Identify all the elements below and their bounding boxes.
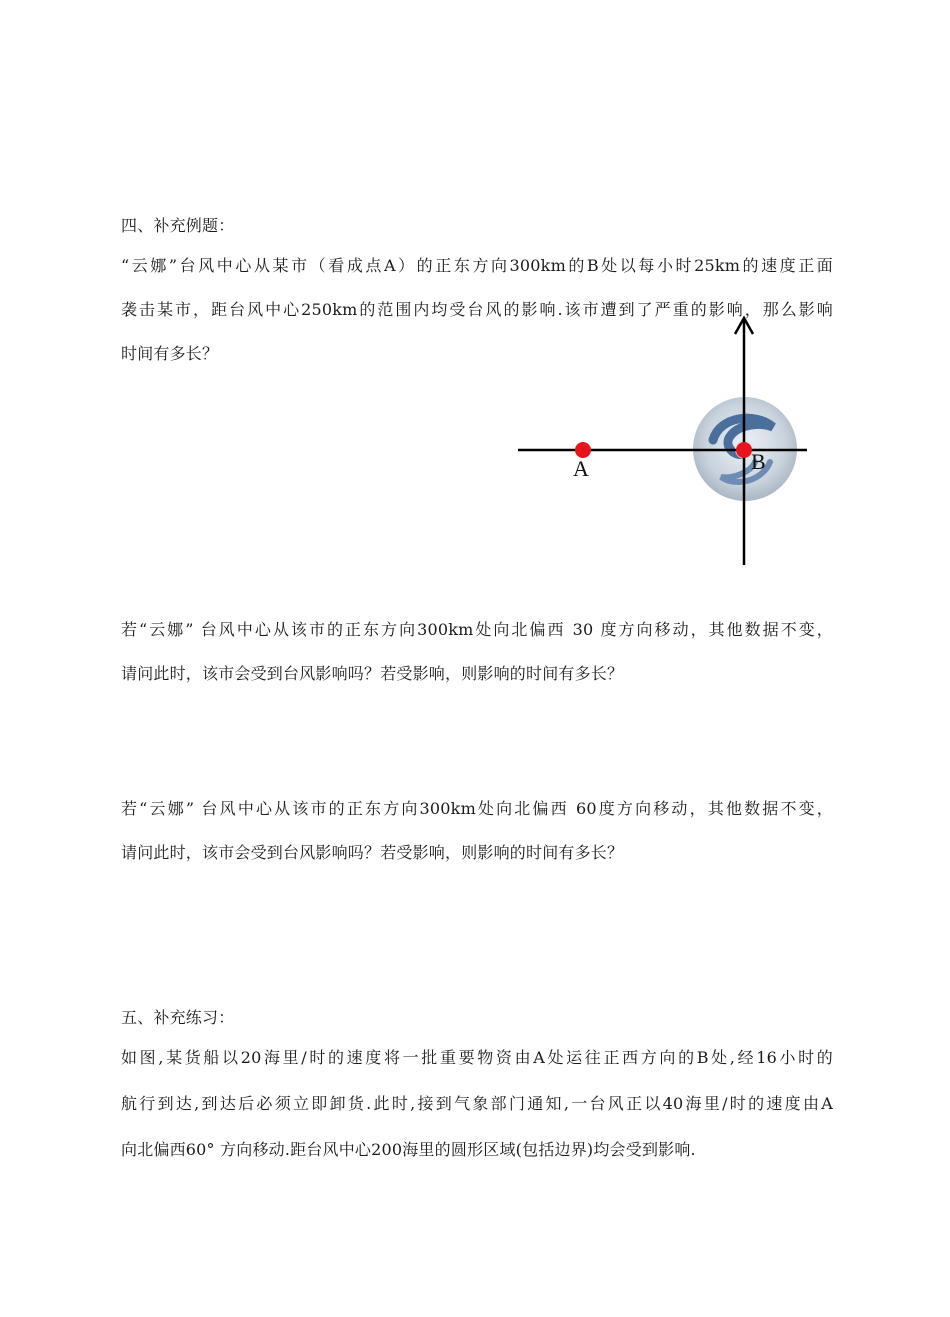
variant2-line-2: 请问此时，该市会受到台风影响吗？若受影响，则影响的时间有多长？ bbox=[121, 843, 624, 862]
problem-line-1: “云娜”台风中心从某市（看成点A）的正东方向300km的B处以每小时25km的速度正面 bbox=[121, 256, 833, 275]
section5-heading: 五、补充练习： bbox=[121, 1008, 235, 1027]
variant2-line-1: 若“云娜” 台风中心从该市的正东方向300km处向北偏西 60度方向移动，其他数据不变， bbox=[121, 799, 833, 818]
label-a: A bbox=[573, 456, 589, 481]
label-b: B bbox=[751, 449, 766, 474]
variant1-line-1: 若“云娜” 台风中心从该市的正东方向300km处向北偏西 30 度方向移动，其他数据不变， bbox=[121, 620, 833, 639]
exercise-line-1: 如图,某货船以20海里/时的速度将一批重要物资由A处运往正西方向的B处,经16小时的 bbox=[121, 1048, 833, 1067]
exercise-line-2: 航行到达,到达后必须立即卸货.此时,接到气象部门通知,一台风正以40海里/时的速度由A bbox=[121, 1094, 833, 1113]
section4-heading: 四、补充例题： bbox=[121, 216, 235, 235]
problem-line-3: 时间有多长？ bbox=[121, 344, 219, 363]
variant1-line-2: 请问此时，该市会受到台风影响吗？若受影响，则影响的时间有多长？ bbox=[121, 664, 624, 683]
point-b bbox=[736, 442, 752, 458]
exercise-line-3: 向北偏西60° 方向移动.距台风中心200海里的圆形区域(包括边界)均会受到影响. bbox=[121, 1140, 696, 1159]
typhoon-diagram bbox=[515, 312, 810, 577]
problem-line-2: 袭击某市，距台风中心250km的范围内均受台风的影响.该市遭到了严重的影响，那么影响 bbox=[121, 300, 833, 319]
